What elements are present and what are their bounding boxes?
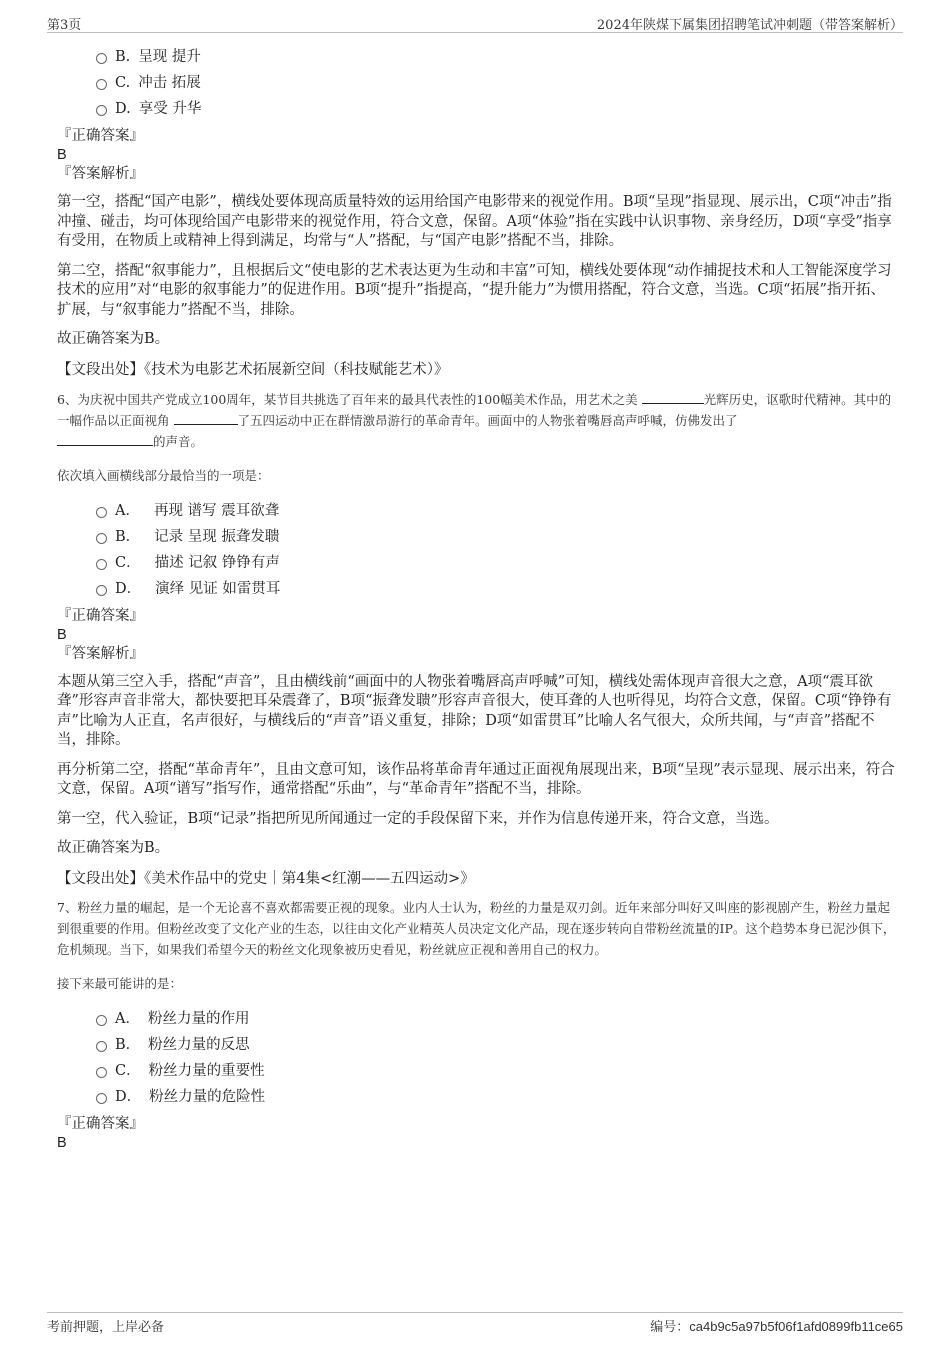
answer-value: B [57,147,67,163]
radio-icon[interactable] [96,585,107,596]
analysis-paragraph: 再分析第二空，搭配“革命青年”，且由文意可知，该作品将革命青年通过正面视角展现出来，B项“呈现”表示显现、展示出来，符合文意，保留。A项“谱写”指写作，通常搭配“乐曲”，与“革命青年”搭配不当，排除。 [57,761,895,797]
option-b[interactable]: B. 呈现 提升 [57,44,897,70]
radio-icon[interactable] [96,507,107,518]
footer-slogan: 考前押题，上岸必备 [47,1320,165,1335]
question-text: 6、为庆祝中国共产党成立100周年，某节目共挑选了百年来的最具代表性的100幅美术作品，用艺术之美 光辉历史，讴歌时代精神。其中的一幅作品以正面视角 了五四运动中正在群情激昂游行的革命青年。画面中的人物张着嘴唇高声呼喊，仿佛发出了 的声音。 [57,389,897,452]
analysis-paragraph: 本题从第三空入手，搭配“声音”，且由横线前“画面中的人物张着嘴唇高声呼喊”可知，横线处需体现声音很大之意，A项“震耳欲聋”形容声音非常大，都快要把耳朵震聋了，B项“振聋发聩”形容声音很大，使耳聋的人也听得见，均符合文意，保留。C项“铮铮有声”比喻为人正直，名声很好，与横线后的“声音”语义重复，排除；D项“如雷贯耳”比喻人名气很大，众所共闻，与“声音”搭配不当，排除。 [57,673,892,748]
question-text: 7、粉丝力量的崛起，是一个无论喜不喜欢都需要正视的现象。业内人士认为，粉丝的力量是双刃剑。近年来部分叫好又叫座的影视剧产生，粉丝力量起到很重要的作用。但粉丝改变了文化产业的生态，以往由文化产业精英人员决定文化产品，现在逐步转向自带粉丝流量的IP。这个趋势本身已泥沙俱下，危机频现。当下，如果我们希望今天的粉丝文化现象被历史看见，粉丝就应正视和善用自己的权力。 [57,899,896,957]
page-number: 第3页 [47,18,82,33]
answer-value: B [57,1134,67,1151]
radio-icon[interactable] [96,53,107,64]
option-c[interactable]: C． 描述 记叙 铮铮有声 [57,550,897,576]
analysis-conclusion: 故正确答案为B。 [57,331,170,347]
option-d[interactable]: D． 演绎 见证 如雷贯耳 [57,576,897,602]
source-citation: 【文段出处】《技术为电影艺术拓展新空间（科技赋能艺术）》 [57,361,449,378]
option-a[interactable]: A． 再现 谱写 震耳欲聋 [57,498,897,524]
question-prompt: 接下来最可能讲的是： [57,975,183,991]
page-content [57,44,897,1152]
option-d[interactable]: D． 粉丝力量的危险性 [57,1084,897,1110]
radio-icon[interactable] [96,1041,107,1052]
analysis-label: 『答案解析』 [57,645,144,662]
analysis-paragraph: 第二空，搭配“叙事能力”，且根据后文“使电影的艺术表达更为生动和丰富”可知，横线处要体现“动作捕捉技术和人工智能深度学习技术的应用”对“电影的叙事能力”的促进作用。B项“提升”指提高，“提升能力”为惯用搭配，符合文意，当选。C项“拓展”指开拓、扩展，与“叙事能力”搭配不当，排除。 [57,262,892,318]
answer-label: 『正确答案』 [57,1115,144,1132]
option-a[interactable]: A． 粉丝力量的作用 [57,1006,897,1032]
radio-icon[interactable] [96,559,107,570]
page-header [47,10,903,33]
question-prompt: 依次填入画横线部分最恰当的一项是： [57,467,270,483]
q7-options [57,1006,897,1110]
option-b[interactable]: B． 粉丝力量的反思 [57,1032,897,1058]
analysis-conclusion: 故正确答案为B。 [57,840,170,856]
document-title: 2024年陕煤下属集团招聘笔试冲刺题（带答案解析） [596,18,903,33]
q5-options [57,44,897,122]
option-d[interactable]: D. 享受 升华 [57,96,897,122]
radio-icon[interactable] [96,1067,107,1078]
source-citation: 【文段出处】《美术作品中的党史｜第4集<红潮——五四运动>》 [57,870,475,887]
page-footer [47,1312,903,1339]
radio-icon[interactable] [96,105,107,116]
radio-icon[interactable] [96,1015,107,1026]
analysis-paragraph: 第一空，代入验证，B项“记录”指把所见所闻通过一定的手段保留下来，并作为信息传递开来，符合文意，当选。 [57,810,779,827]
option-b[interactable]: B． 记录 呈现 振聋发聩 [57,524,897,550]
q6-options [57,498,897,602]
answer-label: 『正确答案』 [57,607,144,624]
answer-blank [57,431,153,446]
answer-label: 『正确答案』 [57,128,144,144]
answer-value: B [57,626,67,643]
answer-blank [174,410,238,425]
analysis-paragraph: 第一空，搭配“国产电影”，横线处要体现高质量特效的运用给国产电影带来的视觉作用。B项“呈现”指显现、展示出，C项“冲击”指冲撞、碰击，均可体现给国产电影带来的视觉作用，符合文意，保留。A项“体验”指在实践中认识事物、亲身经历，D项“享受”指享有受用，在物质上或精神上得到满足，均常与“人”搭配，与“国产电影”搭配不当，排除。 [57,194,892,249]
option-c[interactable]: C． 粉丝力量的重要性 [57,1058,897,1084]
option-c[interactable]: C. 冲击 拓展 [57,70,897,96]
radio-icon[interactable] [96,1093,107,1104]
document-code: 编号：ca4b9c5a97b5f06f1afd0899fb11ce65 [650,1319,903,1335]
radio-icon[interactable] [96,79,107,90]
analysis-label: 『答案解析』 [57,166,144,182]
answer-blank [642,389,704,404]
radio-icon[interactable] [96,533,107,544]
